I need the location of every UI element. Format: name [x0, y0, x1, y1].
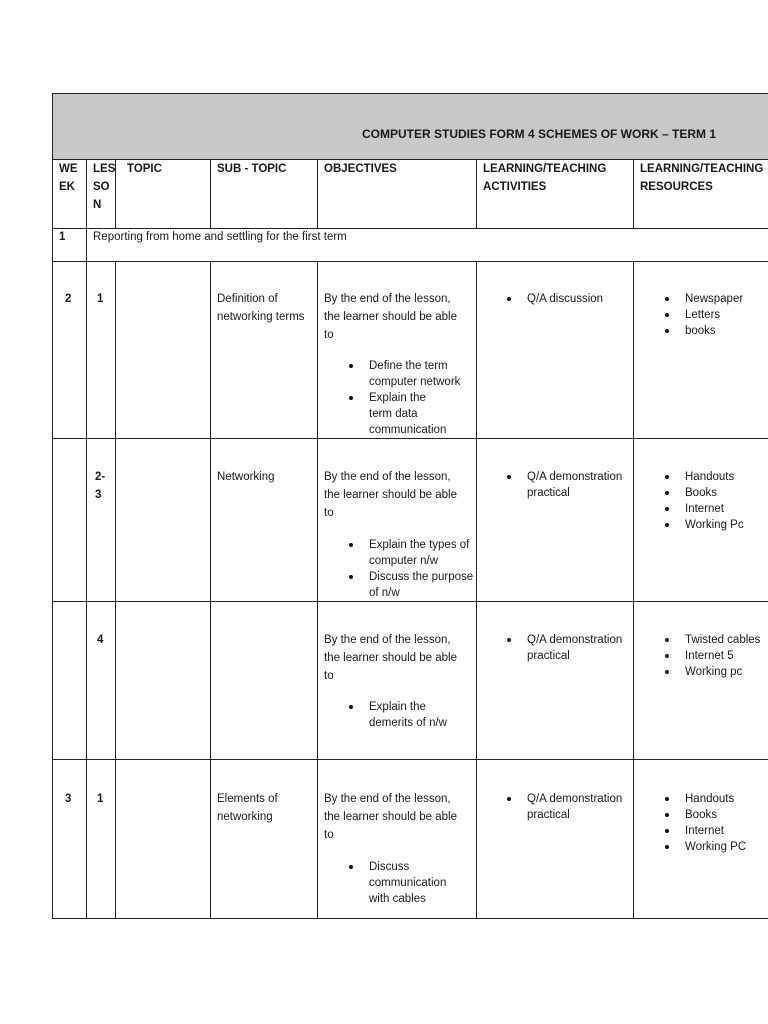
activities-list — [505, 632, 637, 664]
list-item: Explain the types of computer n/w — [324, 537, 474, 569]
list-item: Discuss the purpose of n/w — [324, 569, 474, 601]
objective-intro: By the end of the lesson, the learner should be able to — [324, 471, 457, 519]
list-item: Q/A discussion — [505, 291, 603, 307]
activities-list — [505, 469, 637, 501]
list-item: Internet — [663, 823, 746, 839]
subtopic-cell: Networking — [217, 471, 275, 483]
objective-intro: By the end of the lesson, the learner should be able to — [324, 793, 457, 841]
week1-text: Reporting from home and settling for the first term — [93, 231, 347, 243]
header-topic: TOPIC — [127, 163, 162, 175]
objectives-list — [324, 699, 464, 731]
header-week: WE EK — [59, 163, 78, 193]
lesson-cell: 2- 3 — [95, 471, 106, 501]
objective-intro: By the end of the lesson, the learner should be able to — [324, 634, 457, 682]
list-item: Discuss communication with cables — [324, 859, 454, 907]
title-band — [52, 93, 768, 159]
list-item: Handouts — [663, 469, 744, 485]
list-item: Explain the term data communication — [324, 390, 433, 438]
header-lesson: LES SO N — [93, 163, 116, 211]
header-resources: LEARNING/TEACHING RESOURCES — [640, 163, 764, 193]
list-item: Books — [663, 485, 744, 501]
lesson-cell: 4 — [97, 634, 104, 646]
list-item: Books — [663, 807, 746, 823]
resources-list — [663, 791, 746, 855]
activities-list — [505, 291, 603, 307]
list-item: Working Pc — [663, 517, 744, 533]
document-title: COMPUTER STUDIES FORM 4 SCHEMES OF WORK – TERM 1 — [362, 127, 717, 141]
list-item: Q/A demonstration practical — [505, 632, 637, 664]
list-item: Working PC — [663, 839, 746, 855]
list-item: Internet 5 — [663, 648, 760, 664]
list-item: Internet — [663, 501, 744, 517]
list-item: Explain the demerits of n/w — [324, 699, 464, 731]
objective-intro: By the end of the lesson, the learner should be able to — [324, 293, 457, 341]
list-item: Letters — [663, 307, 743, 323]
objectives-list — [324, 859, 454, 907]
lesson-cell: 1 — [97, 293, 104, 305]
header-objectives: OBJECTIVES — [324, 163, 397, 175]
list-item: Define the term computer network — [324, 358, 474, 390]
list-item: Working pc — [663, 664, 760, 680]
activities-list — [505, 791, 637, 823]
list-item: books — [663, 323, 743, 339]
objectives-list — [324, 537, 474, 601]
resources-list — [663, 291, 743, 339]
subtopic-cell: Definition of networking terms — [217, 293, 305, 323]
list-item: Q/A demonstration practical — [505, 791, 637, 823]
lesson-cell: 1 — [97, 793, 104, 805]
week-cell: 2 — [65, 293, 72, 305]
resources-list — [663, 469, 744, 533]
week-cell: 3 — [65, 793, 72, 805]
objectives-list — [324, 358, 474, 438]
list-item: Handouts — [663, 791, 746, 807]
list-item: Twisted cables — [663, 632, 760, 648]
week1-number: 1 — [59, 231, 66, 243]
header-subtopic: SUB - TOPIC — [217, 163, 287, 175]
header-activities: LEARNING/TEACHING ACTIVITIES — [483, 163, 607, 193]
resources-list — [663, 632, 760, 680]
list-item: Newspaper — [663, 291, 743, 307]
subtopic-cell: Elements of networking — [217, 793, 278, 823]
list-item: Q/A demonstration practical — [505, 469, 637, 501]
